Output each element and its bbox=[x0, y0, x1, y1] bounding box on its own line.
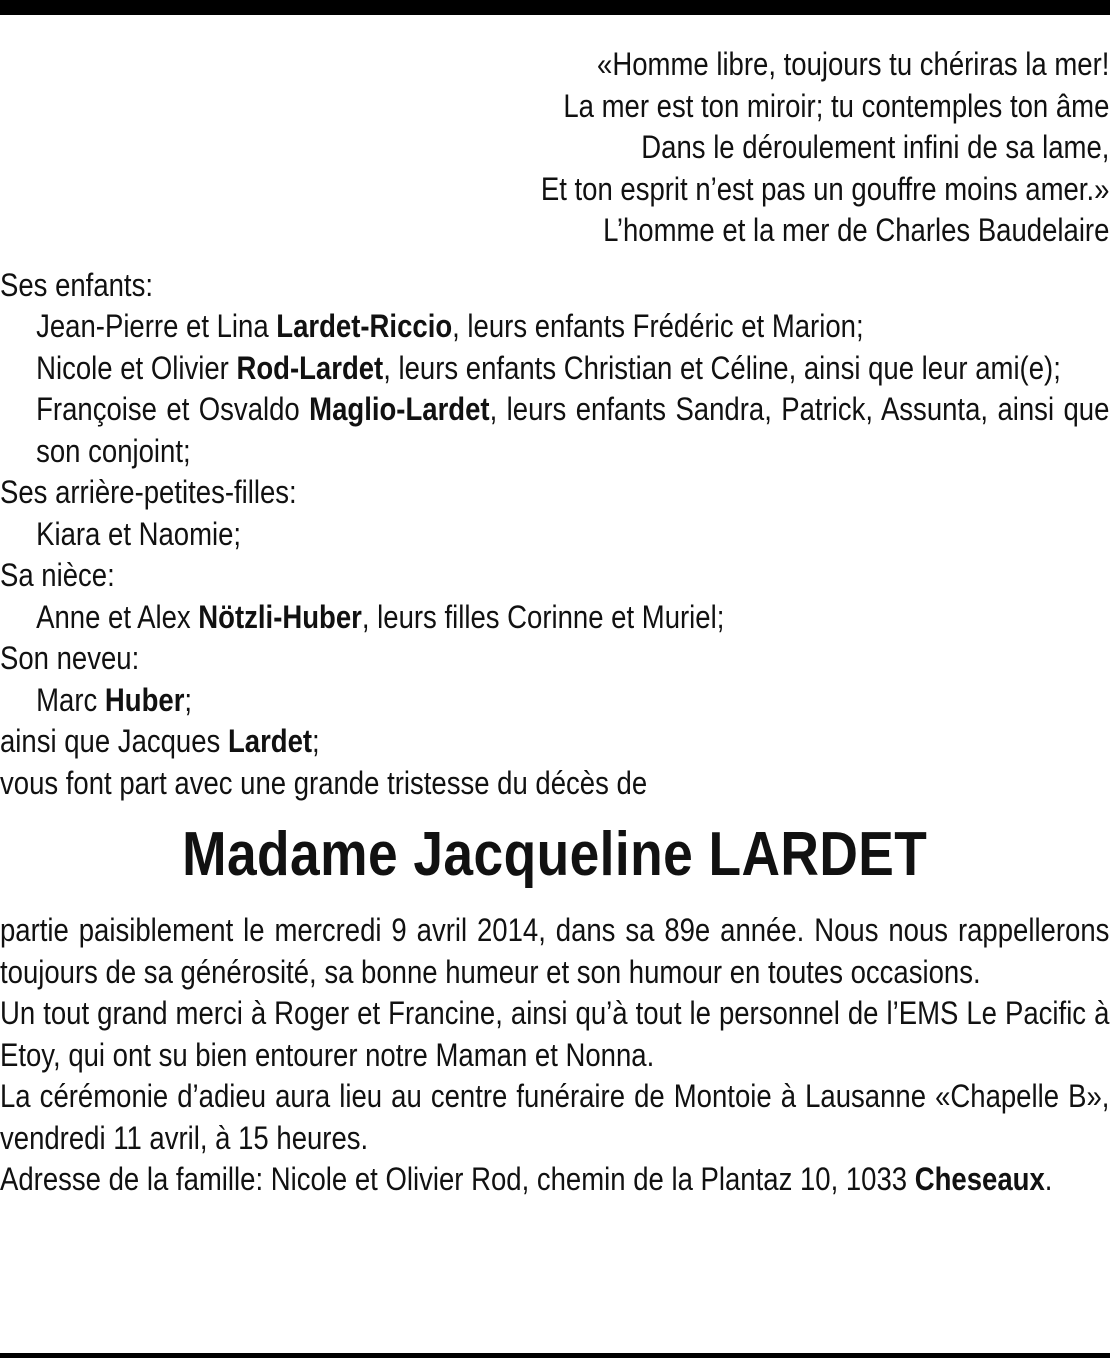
also-first-name: ainsi que Jacques bbox=[0, 723, 228, 759]
child-1-first-names: Jean-Pierre et Lina bbox=[36, 308, 277, 344]
niece-surname: Nötzli-Huber bbox=[198, 598, 362, 635]
baudelaire-quote bbox=[0, 44, 1109, 252]
deceased-name: Madame Jacqueline LARDET bbox=[182, 820, 928, 889]
also-punct: ; bbox=[312, 723, 320, 759]
quote-line: Et ton esprit n’est pas un gouffre moins amer.» bbox=[540, 170, 1110, 207]
child-entry-3 bbox=[0, 389, 1109, 472]
child-entry-1 bbox=[0, 306, 1109, 348]
announcement-line: vous font part avec une grande tristesse du décès de bbox=[0, 764, 648, 801]
child-2-first-names: Nicole et Olivier bbox=[36, 349, 237, 386]
child-1-details: , leurs enfants Frédéric et Marion; bbox=[452, 308, 864, 344]
obituary-content bbox=[0, 44, 1109, 1201]
also-surname: Lardet bbox=[227, 723, 313, 759]
body-paragraph-1: partie paisiblement le mercredi 9 avril 2014, dans sa 89e année. Nous nous rappellerons toujours de sa générosité, sa bonne humeur et son humour en toutes occasions. bbox=[0, 912, 1110, 990]
family-address bbox=[0, 1159, 1109, 1201]
quote-line: Dans le déroulement infini de sa lame, bbox=[641, 129, 1110, 165]
child-3-surname: Maglio-Lardet bbox=[309, 391, 490, 427]
child-3-details: , leurs enfants Sandra, Patrick, Assunta, ainsi que son conjoint; bbox=[36, 391, 1110, 469]
child-entry-2 bbox=[0, 348, 1109, 390]
child-2-details: , leurs enfants Christian et Céline, ainsi que leur ami(e); bbox=[383, 349, 1061, 386]
niece-heading: Sa nièce: bbox=[0, 557, 115, 593]
body-paragraph-2: Un tout grand merci à Roger et Francine, ainsi qu’à tout le personnel de l’EMS Le Pacific à Etoy, qui ont su bien entourer notre Maman et Nonna. bbox=[0, 995, 1110, 1073]
child-2-surname: Rod-Lardet bbox=[236, 349, 384, 386]
address-city: Cheseaux bbox=[914, 1161, 1045, 1197]
niece-entry bbox=[0, 597, 1109, 639]
address-punct: . bbox=[1044, 1161, 1053, 1197]
great-grandchildren-names: Kiara et Naomie; bbox=[36, 515, 242, 552]
quote-line: La mer est ton miroir; tu contemples ton âme bbox=[563, 87, 1110, 124]
body-paragraph-3: La cérémonie d’adieu aura lieu au centre funéraire de Montoie à Lausanne «Chapelle B», vendredi 11 avril, à 15 heures. bbox=[0, 1078, 1110, 1156]
children-heading: Ses enfants: bbox=[0, 266, 153, 303]
quote-line: «Homme libre, toujours tu chériras la mer! bbox=[597, 46, 1110, 82]
nephew-surname: Huber bbox=[104, 681, 185, 718]
top-rule bbox=[0, 0, 1110, 15]
also-entry bbox=[0, 721, 1109, 763]
nephew-entry bbox=[0, 680, 1109, 722]
child-3-first-names: Françoise et Osvaldo bbox=[36, 391, 310, 427]
address-text: Adresse de la famille: Nicole et Olivier Rod, chemin de la Plantaz 10, 1033 bbox=[0, 1161, 915, 1197]
quote-attribution: L’homme et la mer de Charles Baudelaire bbox=[603, 212, 1110, 248]
nephew-first-name: Marc bbox=[36, 681, 105, 718]
niece-details: , leurs filles Corinne et Muriel; bbox=[361, 598, 725, 635]
niece-first-names: Anne et Alex bbox=[36, 598, 199, 635]
great-grandchildren-heading: Ses arrière-petites-filles: bbox=[0, 474, 297, 510]
bottom-rule bbox=[0, 1353, 1110, 1358]
nephew-punct: ; bbox=[184, 681, 193, 718]
nephew-heading: Son neveu: bbox=[0, 640, 140, 676]
child-1-surname: Lardet-Riccio bbox=[276, 308, 453, 344]
